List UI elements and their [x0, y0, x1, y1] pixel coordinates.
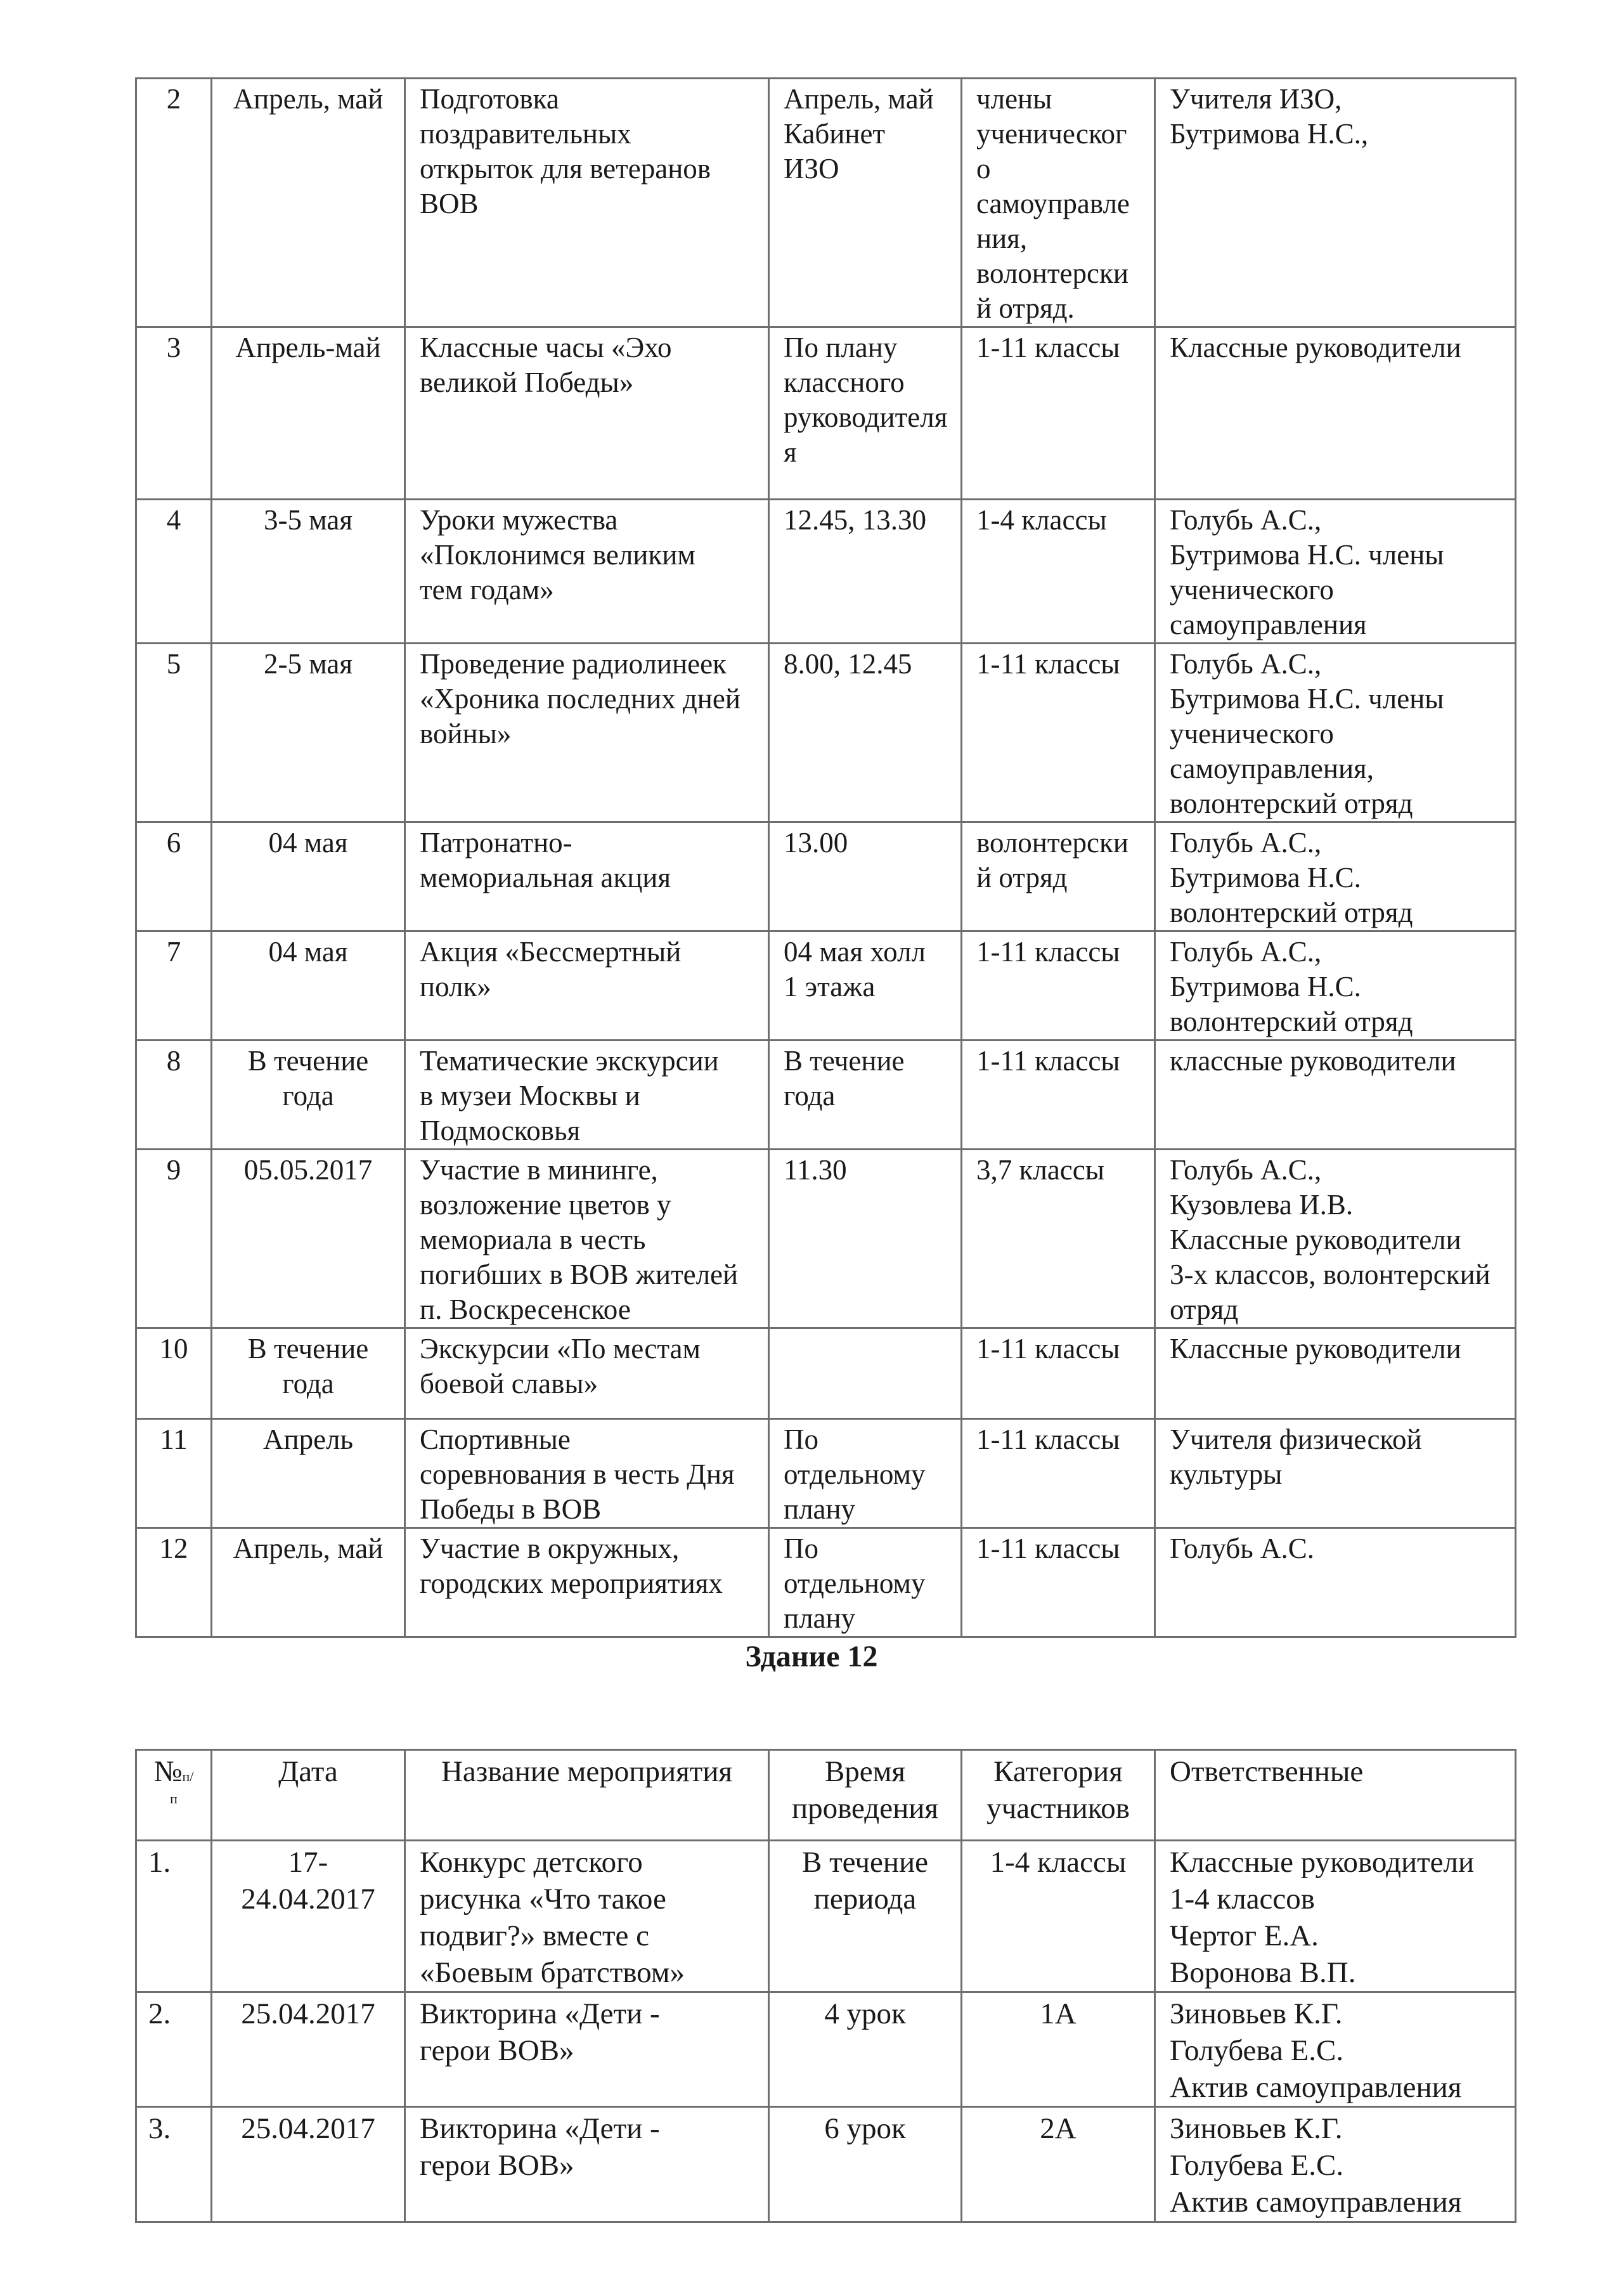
- cell-participants: 1-11 классы: [962, 1328, 1155, 1419]
- cell-date: В течение года: [212, 1041, 405, 1150]
- header-responsible: Ответственные: [1155, 1750, 1516, 1841]
- cell-name: Акция «Бессмертный полк»: [405, 931, 769, 1041]
- cell-time: 11.30: [769, 1150, 962, 1328]
- cell-participants: 3,7 классы: [962, 1150, 1155, 1328]
- table-header-row: [136, 1750, 1516, 1841]
- cell-time: 8.00, 12.45: [769, 644, 962, 822]
- cell-participants: 1-11 классы: [962, 931, 1155, 1041]
- cell-time: 4 урок: [769, 1992, 962, 2107]
- cell-date: 25.04.2017: [212, 1992, 405, 2107]
- header-name: Название мероприятия: [405, 1750, 769, 1841]
- cell-name: Участие в окружных, городских мероприятиях: [405, 1528, 769, 1637]
- cell-name: Классные часы «Эхо великой Победы»: [405, 327, 769, 500]
- cell-num: 8: [136, 1041, 212, 1150]
- cell-num: 4: [136, 500, 212, 644]
- cell-name: Викторина «Дети - герои ВОВ»: [405, 2107, 769, 2222]
- table-row: [136, 1150, 1516, 1328]
- cell-responsible: Голубь А.С., Бутримова Н.С. волонтерский отряд: [1155, 931, 1516, 1041]
- cell-date: Апрель, май: [212, 1528, 405, 1637]
- cell-date: 05.05.2017: [212, 1150, 405, 1328]
- cell-participants: 1-11 классы: [962, 1041, 1155, 1150]
- cell-name: Проведение радиолинеек «Хроника последних дней войны»: [405, 644, 769, 822]
- cell-participants: 1-11 классы: [962, 1528, 1155, 1637]
- cell-date: 3-5 мая: [212, 500, 405, 644]
- table-row: [136, 644, 1516, 822]
- cell-responsible: Зиновьев К.Г. Голубева Е.С. Актив самоуправления: [1155, 1992, 1516, 2107]
- cell-name: Подготовка поздравительных открыток для ветеранов ВОВ: [405, 79, 769, 327]
- cell-num: 10: [136, 1328, 212, 1419]
- building-events-table: [135, 1749, 1516, 2223]
- cell-responsible: Голубь А.С., Кузовлева И.В. Классные руководители 3-х классов, волонтерский отряд: [1155, 1150, 1516, 1328]
- cell-num: 9: [136, 1150, 212, 1328]
- cell-date: Апрель: [212, 1419, 405, 1528]
- cell-num: 2: [136, 79, 212, 327]
- table-row: [136, 822, 1516, 931]
- table-row: [136, 1041, 1516, 1150]
- table-row: [136, 931, 1516, 1041]
- cell-time: По отдельному плану: [769, 1419, 962, 1528]
- cell-responsible: Зиновьев К.Г. Голубева Е.С. Актив самоуправления: [1155, 2107, 1516, 2222]
- cell-time: Апрель, май Кабинет ИЗО: [769, 79, 962, 327]
- cell-date: Апрель, май: [212, 79, 405, 327]
- cell-responsible: Учителя ИЗО, Бутримова Н.С.,: [1155, 79, 1516, 327]
- section-heading: Здание 12: [745, 1640, 878, 1673]
- cell-num: 5: [136, 644, 212, 822]
- cell-participants: 1-4 классы: [962, 1841, 1155, 1992]
- table-row: [136, 1419, 1516, 1528]
- header-date: Дата: [212, 1750, 405, 1841]
- cell-date: 2-5 мая: [212, 644, 405, 822]
- cell-time: 6 урок: [769, 2107, 962, 2222]
- header-time: Время проведения: [769, 1750, 962, 1841]
- cell-num: 6: [136, 822, 212, 931]
- table-row: [136, 327, 1516, 500]
- cell-time: В течение периода: [769, 1841, 962, 1992]
- cell-participants: 1А: [962, 1992, 1155, 2107]
- cell-date: Апрель-май: [212, 327, 405, 500]
- cell-time: По отдельному плану: [769, 1528, 962, 1637]
- cell-time: [769, 1328, 962, 1419]
- cell-date: В течение года: [212, 1328, 405, 1419]
- cell-date: 17- 24.04.2017: [212, 1841, 405, 1992]
- cell-responsible: Голубь А.С., Бутримова Н.С. волонтерский отряд: [1155, 822, 1516, 931]
- cell-responsible: Классные руководители: [1155, 327, 1516, 500]
- events-table: [135, 77, 1516, 1638]
- cell-participants: 1-4 классы: [962, 500, 1155, 644]
- cell-responsible: Голубь А.С., Бутримова Н.С. члены ученического самоуправления: [1155, 500, 1516, 644]
- table-row: [136, 2107, 1516, 2222]
- cell-num: 3: [136, 327, 212, 500]
- cell-name: Участие в мининге, возложение цветов у мемориала в честь погибших в ВОВ жителей п. Воскресенское: [405, 1150, 769, 1328]
- cell-num: 12: [136, 1528, 212, 1637]
- cell-participants: 1-11 классы: [962, 1419, 1155, 1528]
- cell-name: Тематические экскурсии в музеи Москвы и Подмосковья: [405, 1041, 769, 1150]
- cell-name: Уроки мужества «Поклонимся великим тем годам»: [405, 500, 769, 644]
- cell-num: 1.: [136, 1841, 212, 1992]
- cell-num: 3.: [136, 2107, 212, 2222]
- cell-time: 04 мая холл 1 этажа: [769, 931, 962, 1041]
- cell-name: Спортивные соревнования в честь Дня Победы в ВОВ: [405, 1419, 769, 1528]
- cell-participants: 1-11 классы: [962, 644, 1155, 822]
- cell-date: 04 мая: [212, 822, 405, 931]
- cell-participants: члены ученическог о самоуправле ния, волонтерски й отряд.: [962, 79, 1155, 327]
- table-row: [136, 1528, 1516, 1637]
- cell-name: Экскурсии «По местам боевой славы»: [405, 1328, 769, 1419]
- table-row: [136, 1328, 1516, 1419]
- cell-num: 2.: [136, 1992, 212, 2107]
- cell-name: Патронатно- мемориальная акция: [405, 822, 769, 931]
- cell-participants: волонтерски й отряд: [962, 822, 1155, 931]
- cell-num: 7: [136, 931, 212, 1041]
- table-row: [136, 1841, 1516, 1992]
- cell-time: В течение года: [769, 1041, 962, 1150]
- cell-name: Викторина «Дети - герои ВОВ»: [405, 1992, 769, 2107]
- cell-num: 11: [136, 1419, 212, 1528]
- cell-participants: 1-11 классы: [962, 327, 1155, 500]
- cell-responsible: классные руководители: [1155, 1041, 1516, 1150]
- cell-responsible: Учителя физической культуры: [1155, 1419, 1516, 1528]
- cell-responsible: Голубь А.С., Бутримова Н.С. члены ученического самоуправления, волонтерский отряд: [1155, 644, 1516, 822]
- table-row: [136, 79, 1516, 327]
- table-row: [136, 500, 1516, 644]
- cell-responsible: Голубь А.С.: [1155, 1528, 1516, 1637]
- cell-responsible: Классные руководители: [1155, 1328, 1516, 1419]
- cell-date: 04 мая: [212, 931, 405, 1041]
- cell-date: 25.04.2017: [212, 2107, 405, 2222]
- cell-participants: 2А: [962, 2107, 1155, 2222]
- cell-time: 12.45, 13.30: [769, 500, 962, 644]
- cell-time: По плану классного руководителя я: [769, 327, 962, 500]
- cell-responsible: Классные руководители 1-4 классов Чертог Е.А. Воронова В.П.: [1155, 1841, 1516, 1992]
- cell-time: 13.00: [769, 822, 962, 931]
- table-row: [136, 1992, 1516, 2107]
- header-num: №п/ п: [136, 1750, 212, 1841]
- header-participants: Категория участников: [962, 1750, 1155, 1841]
- cell-name: Конкурс детского рисунка «Что такое подвиг?» вместе с «Боевым братством»: [405, 1841, 769, 1992]
